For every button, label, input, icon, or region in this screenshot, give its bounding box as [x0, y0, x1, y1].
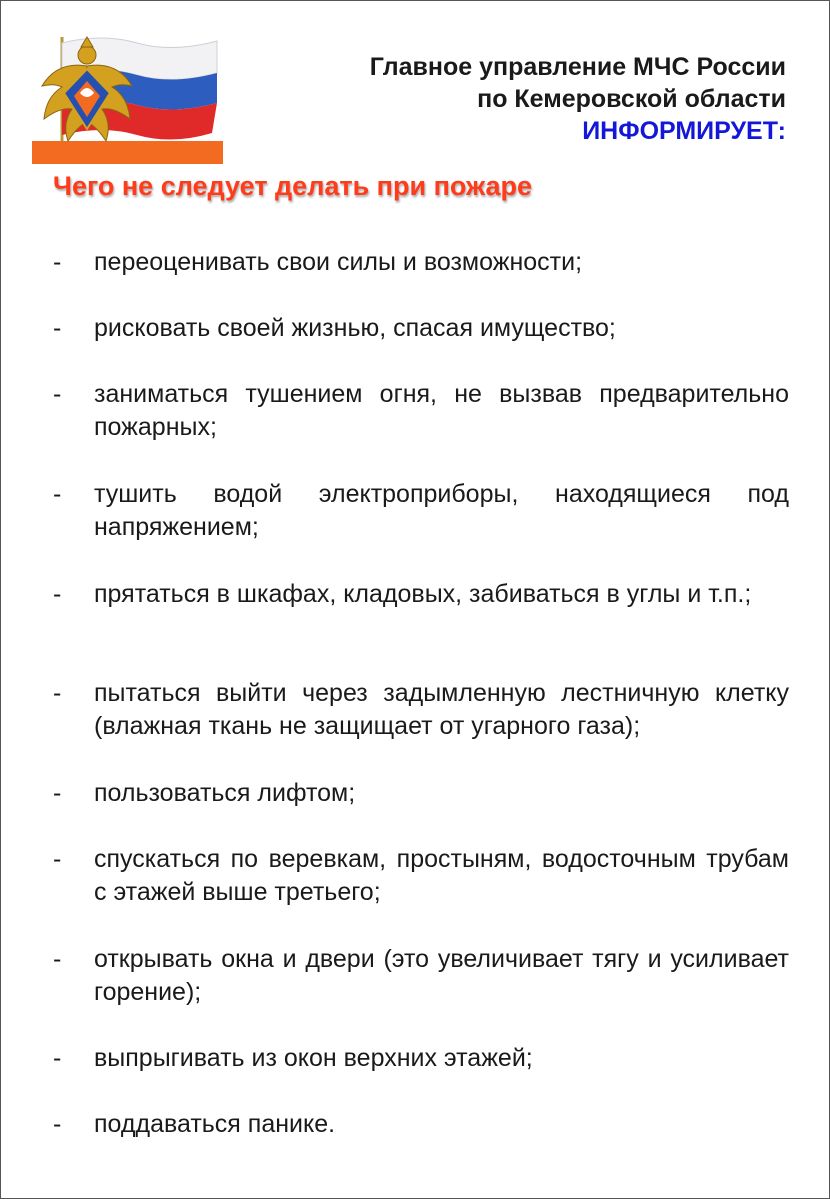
- list-dash: -: [53, 248, 62, 276]
- list-item-text: переоценивать свои силы и возможности;: [94, 248, 583, 276]
- list-item: [53, 312, 789, 345]
- list-item: [53, 677, 789, 743]
- list-dash: -: [53, 480, 62, 508]
- advice-list: [1, 1, 830, 1199]
- list-dash: -: [53, 1044, 62, 1072]
- list-dash: -: [53, 580, 62, 608]
- list-item-text: поддаваться панике.: [94, 1110, 336, 1138]
- list-item-text: рисковать своей жизнью, спасая имущество;: [94, 314, 616, 342]
- list-item: [53, 777, 789, 810]
- list-item: [53, 246, 789, 279]
- list-item-text: выпрыгивать из окон верхних этажей;: [94, 1044, 533, 1072]
- page-title: Чего не следует делать при пожаре: [53, 171, 533, 201]
- list-dash: -: [53, 314, 62, 342]
- list-dash: -: [53, 1110, 62, 1138]
- list-item: [53, 1108, 789, 1141]
- list-item-text: спускаться по веревкам, простыням, водосточным трубам с этажей выше третьего;: [94, 845, 789, 906]
- list-item: [53, 1042, 789, 1075]
- list-item: [53, 943, 789, 1009]
- header-informs: ИНФОРМИРУЕТ:: [582, 117, 786, 145]
- list-item: [53, 478, 789, 544]
- header-line-1: Главное управление МЧС России: [369, 53, 786, 81]
- list-dash: -: [53, 679, 62, 707]
- list-item-text: прятаться в шкафах, кладовых, забиваться в углы и т.п.;: [94, 580, 752, 608]
- list-item: [53, 578, 789, 611]
- list-item-text: пользоваться лифтом;: [94, 779, 356, 807]
- list-item-text: пытаться выйти через задымленную лестничную клетку (влажная ткань не защищает от угарного газа);: [94, 679, 789, 740]
- list-dash: -: [53, 845, 62, 873]
- list-dash: -: [53, 779, 62, 807]
- list-item-text: открывать окна и двери (это увеличивает тягу и усиливает горение);: [94, 945, 789, 1006]
- header-line-2: по Кемеровской области: [477, 85, 786, 113]
- list-item-text: тушить водой электроприборы, находящиеся под напряжением;: [94, 480, 789, 541]
- list-item: [53, 378, 789, 444]
- list-item: [53, 843, 789, 909]
- list-dash: -: [53, 945, 62, 973]
- list-dash: -: [53, 380, 62, 408]
- list-item-text: заниматься тушением огня, не вызвав предварительно пожарных;: [94, 380, 789, 441]
